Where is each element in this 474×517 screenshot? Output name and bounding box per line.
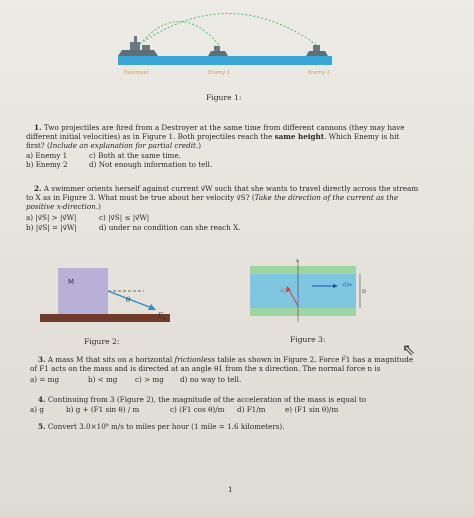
page-number: 1 xyxy=(228,485,233,494)
figure-3-caption: Figure 3: xyxy=(290,335,326,344)
q3-option-a[interactable]: a) = mg xyxy=(30,375,60,384)
destroyer-ship xyxy=(118,36,158,56)
top-bank xyxy=(250,266,356,274)
q5-number: 5. xyxy=(38,422,46,431)
mass-label: M xyxy=(68,278,75,286)
q4-option-d[interactable]: d) F1/m xyxy=(237,405,266,414)
mouse-cursor-icon: ⇖ xyxy=(402,340,416,359)
enemy-1-ship xyxy=(208,46,228,56)
trajectory-2 xyxy=(140,13,318,46)
q4-option-a[interactable]: a) g xyxy=(30,405,44,414)
width-label: D xyxy=(362,289,367,295)
bottom-bank xyxy=(250,308,356,316)
force-subscript: 1 xyxy=(163,317,166,322)
q2-line-1: 2. A swimmer orients herself against current v⃗W such that she wants to travel directly across the stream xyxy=(34,184,419,193)
swimmer-velocity-label: v⃗s xyxy=(280,288,289,294)
figure-1-illustration xyxy=(100,0,340,80)
table-surface xyxy=(40,314,170,322)
q1-option-a[interactable]: a) Enemy 1 xyxy=(26,151,68,160)
q4-number: 4. xyxy=(38,395,46,404)
q5-line-1: 5. Convert 3.0×10⁸ m/s to miles per hour (1 mile = 1.6 kilometers). xyxy=(38,422,285,431)
q2-option-c[interactable]: c) |v⃗S| ≤ |v⃗W| xyxy=(99,213,150,222)
q1-number: 1. xyxy=(34,123,42,132)
trajectory-1 xyxy=(140,21,220,46)
figure-3-illustration xyxy=(250,258,370,326)
figure-1-caption: Figure 1: xyxy=(206,93,242,102)
q3-line-1: 3. A mass M that sits on a horizontal frictionless table as shown in Figure 2. Force F⃗1 has a magnitude xyxy=(38,355,414,364)
q3-option-d[interactable]: d) no way to tell. xyxy=(180,375,242,384)
figure-2-caption: Figure 2: xyxy=(84,337,120,346)
target-x-label: X xyxy=(296,258,299,263)
q2-option-d[interactable]: d) under no condition can she reach X. xyxy=(99,223,241,232)
q4-option-e[interactable]: e) (F1 sin θ)/m xyxy=(285,405,339,414)
destroyer-label: Destroyer xyxy=(124,70,149,76)
q2-number: 2. xyxy=(34,184,42,193)
force-label: F xyxy=(158,312,163,320)
stream-water xyxy=(250,274,356,308)
q4-option-b[interactable]: b) g + (F1 sin θ) / m xyxy=(66,405,140,414)
mass-block xyxy=(58,268,108,314)
current-label: v⃗w xyxy=(342,282,353,288)
q2-line-2: to X as in Figure 3. What must be true about her velocity v⃗S? (Take the direction of the current as the xyxy=(26,193,399,202)
q1-line-2: different initial velocities) as in Figure 1. Both projectiles reach the same height. Which Enemy is hit xyxy=(26,132,400,141)
q4-line-1: 4. Continuing from 3 (Figure 2), the magnitude of the acceleration of the mass is equal to xyxy=(38,395,367,404)
water-strip xyxy=(118,56,332,65)
enemy-2-ship xyxy=(306,45,328,56)
q2-option-b[interactable]: b) |v⃗S| = |v⃗W| xyxy=(26,223,77,232)
enemy-2-label: Enemy 2 xyxy=(308,70,331,76)
q3-number: 3. xyxy=(38,355,46,364)
enemy-1-label: Enemy 1 xyxy=(208,70,231,76)
q1-line-3: first? (Include an explanation for partial credit.) xyxy=(26,141,202,150)
q1-line-1: 1. Two projectiles are fired from a Destroyer at the same time from different cannons (they may have xyxy=(34,123,405,132)
q3-option-b[interactable]: b) < mg xyxy=(88,375,118,384)
figure-2-illustration xyxy=(40,262,200,330)
q1-option-c[interactable]: c) Both at the same time. xyxy=(89,151,181,160)
q3-line-2: of F1 acts on the mass and is directed at an angle θ1 from the x direction. The normal force n is xyxy=(30,364,381,373)
q2-line-3: positive x-direction.) xyxy=(26,202,101,211)
q3-option-c[interactable]: c) > mg xyxy=(135,375,164,384)
q1-option-b[interactable]: b) Enemy 2 xyxy=(26,160,68,169)
q1-option-d[interactable]: d) Not enough information to tell. xyxy=(89,160,213,169)
q4-option-c[interactable]: c) (F1 cos θ)/m xyxy=(170,405,225,414)
q2-option-a[interactable]: a) |v⃗S| > |v⃗W| xyxy=(26,213,77,222)
angle-label: θ xyxy=(126,296,131,304)
